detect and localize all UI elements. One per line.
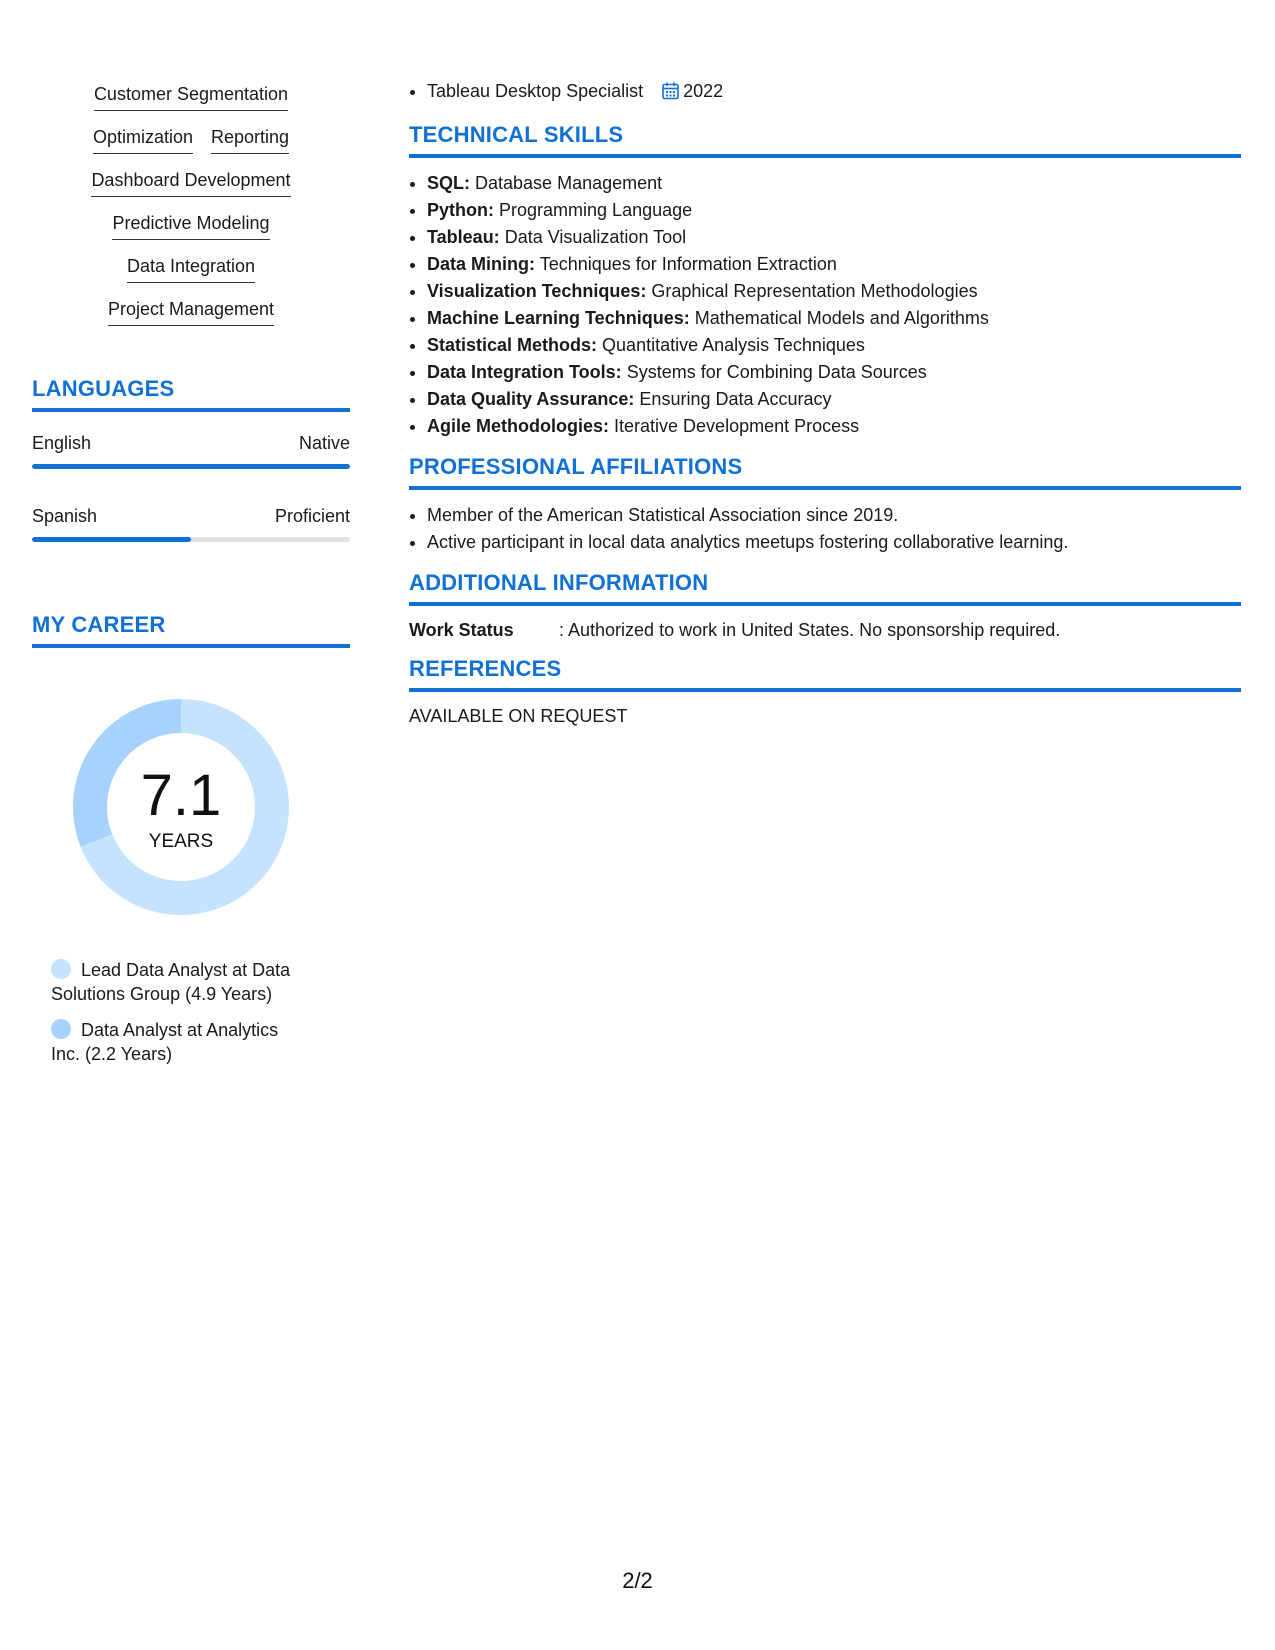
right-column xyxy=(409,78,1241,728)
technical-skill-item xyxy=(427,197,1241,224)
language-proficiency-bar xyxy=(32,537,350,542)
skill-tag: Optimization xyxy=(93,125,193,154)
technical-skills-heading: TECHNICAL SKILLS xyxy=(409,122,1241,158)
skill-description: Graphical Representation Methodologies xyxy=(651,281,978,301)
career-years-unit: YEARS xyxy=(148,831,214,852)
technical-skill-item xyxy=(427,278,1241,305)
skill-row xyxy=(127,254,255,283)
technical-skills-list xyxy=(409,170,1241,440)
work-status-value: : Authorized to work in United States. No sponsorship required. xyxy=(559,620,1061,640)
work-status-row xyxy=(409,618,1241,642)
language-item xyxy=(32,432,350,469)
left-column xyxy=(32,82,350,1078)
technical-skill-item xyxy=(427,305,1241,332)
technical-skill-item xyxy=(427,251,1241,278)
technical-skill-item xyxy=(427,359,1241,386)
donut-center xyxy=(66,692,296,922)
language-level: Proficient xyxy=(274,506,350,526)
technical-skills-section xyxy=(409,122,1241,440)
page-number: 2/2 xyxy=(622,1568,653,1593)
language-name: English xyxy=(32,433,92,453)
additional-info-section xyxy=(409,570,1241,642)
skill-tag: Data Integration xyxy=(127,254,255,283)
legend-dot-icon xyxy=(51,1019,71,1039)
skill-name: Machine Learning Techniques: xyxy=(427,308,690,328)
language-proficiency-fill xyxy=(32,537,191,542)
skill-row xyxy=(112,211,269,240)
career-total-years: 7.1 xyxy=(140,763,222,828)
skill-description: Ensuring Data Accuracy xyxy=(639,389,832,409)
skill-name: SQL: xyxy=(427,173,470,193)
affiliation-item: • Member of the American Statistical Association since 2019. xyxy=(427,502,1241,529)
skill-name: Agile Methodologies: xyxy=(427,416,609,436)
language-item xyxy=(32,505,350,542)
skill-tag: Project Management xyxy=(108,297,274,326)
skill-name: Data Quality Assurance: xyxy=(427,389,635,409)
language-level: Native xyxy=(298,433,350,453)
technical-skill-item xyxy=(427,386,1241,413)
references-text: AVAILABLE ON REQUEST xyxy=(409,706,628,726)
skill-description: Mathematical Models and Algorithms xyxy=(694,308,989,328)
language-proficiency-bar xyxy=(32,464,350,469)
references-heading: REFERENCES xyxy=(409,656,1241,692)
career-section xyxy=(32,612,350,1066)
skill-name: Visualization Techniques: xyxy=(427,281,647,301)
career-legend-item xyxy=(51,1018,311,1066)
career-legend-item xyxy=(51,958,311,1006)
technical-skill-item xyxy=(427,413,1241,440)
languages-section xyxy=(32,376,350,542)
skill-tag: Reporting xyxy=(211,125,289,154)
skill-row xyxy=(91,168,290,197)
career-heading: MY CAREER xyxy=(32,612,350,648)
language-proficiency-fill xyxy=(32,464,350,469)
technical-skill-item xyxy=(427,170,1241,197)
career-donut-chart xyxy=(66,692,296,922)
certification-year: 2022 xyxy=(683,81,724,101)
skill-description: Techniques for Information Extraction xyxy=(539,254,837,274)
additional-info-heading: ADDITIONAL INFORMATION xyxy=(409,570,1241,606)
skill-tag: Predictive Modeling xyxy=(112,211,269,240)
career-role-label: Data Analyst at Analytics Inc. (2.2 Years) xyxy=(51,1020,279,1064)
skill-row xyxy=(94,82,288,111)
skill-description: Systems for Combining Data Sources xyxy=(626,362,927,382)
skill-row xyxy=(93,125,289,154)
skill-tag: Customer Segmentation xyxy=(94,82,288,111)
technical-skill-item xyxy=(427,224,1241,251)
skill-tag: Dashboard Development xyxy=(91,168,290,197)
affiliations-heading: PROFESSIONAL AFFILIATIONS xyxy=(409,454,1241,490)
skill-description: Iterative Development Process xyxy=(614,416,860,436)
skills-tag-list xyxy=(32,82,350,326)
legend-dot-icon xyxy=(51,959,71,979)
languages-heading: LANGUAGES xyxy=(32,376,350,412)
skill-row xyxy=(108,297,274,326)
skill-name: Python: xyxy=(427,200,494,220)
affiliations-list xyxy=(409,502,1241,556)
certification-list xyxy=(409,78,1241,108)
certification-name: Tableau Desktop Specialist xyxy=(427,81,644,101)
certification-item xyxy=(427,78,1241,108)
affiliation-item: • Active participant in local data analytics meetups fostering collaborative learning. xyxy=(427,529,1241,556)
references-section xyxy=(409,656,1241,728)
skill-description: Programming Language xyxy=(499,200,693,220)
skill-description: Quantitative Analysis Techniques xyxy=(602,335,865,355)
calendar-icon xyxy=(662,81,679,108)
career-legend xyxy=(51,958,311,1066)
career-role-label: Lead Data Analyst at Data Solutions Group (4.9 Years) xyxy=(51,960,291,1004)
skill-name: Data Mining: xyxy=(427,254,535,274)
skill-description: Database Management xyxy=(475,173,663,193)
skill-name: Tableau: xyxy=(427,227,500,247)
skill-description: Data Visualization Tool xyxy=(504,227,687,247)
language-name: Spanish xyxy=(32,506,98,526)
skill-name: Statistical Methods: xyxy=(427,335,598,355)
work-status-label: Work Status xyxy=(409,620,514,640)
affiliations-section xyxy=(409,454,1241,556)
technical-skill-item xyxy=(427,332,1241,359)
skill-name: Data Integration Tools: xyxy=(427,362,622,382)
